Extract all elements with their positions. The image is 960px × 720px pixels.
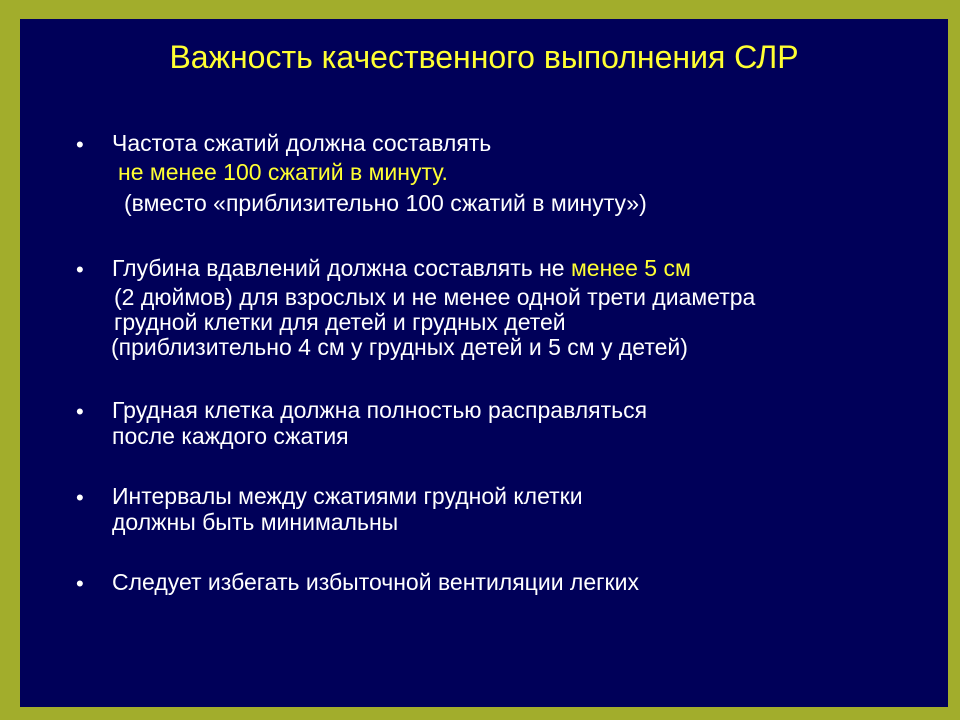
bullet-icon: • xyxy=(76,257,84,282)
item-5-line-1: Следует избегать избыточной вентиляции легких xyxy=(112,569,639,595)
item-3-line-1: Грудная клетка должна полностью расправляться xyxy=(112,397,648,423)
item-4-line-1: Интервалы между сжатиями грудной клетки xyxy=(112,483,583,509)
item-2-line-1-text: Глубина вдавлений должна составлять не xyxy=(112,255,571,281)
item-2-highlight: менее 5 см xyxy=(570,255,691,281)
bullet-icon: • xyxy=(76,399,84,424)
slide xyxy=(20,19,948,707)
item-1-line-3: (вместо «приблизительно 100 сжатий в минуту») xyxy=(124,190,647,216)
item-2-line-4: (приблизительно 4 см у грудных детей и 5 см у детей) xyxy=(111,334,688,360)
bullet-icon: • xyxy=(76,485,84,510)
item-4-line-2: должны быть минимальны xyxy=(112,509,399,535)
item-2-line-3: грудной клетки для детей и грудных детей xyxy=(114,309,566,335)
bullet-icon: • xyxy=(76,132,84,157)
item-1-line-2: не менее 100 сжатий в минуту. xyxy=(118,159,448,185)
item-2-line-2: (2 дюймов) для взрослых и не менее одной трети диаметра xyxy=(114,284,756,310)
item-2-line-1 xyxy=(112,255,691,281)
bullet-icon: • xyxy=(76,571,84,596)
slide-title: Важность качественного выполнения СЛР xyxy=(169,39,799,75)
item-1-line-1: Частота сжатий должна составлять xyxy=(112,130,492,156)
item-3-line-2: после каждого сжатия xyxy=(112,423,349,449)
